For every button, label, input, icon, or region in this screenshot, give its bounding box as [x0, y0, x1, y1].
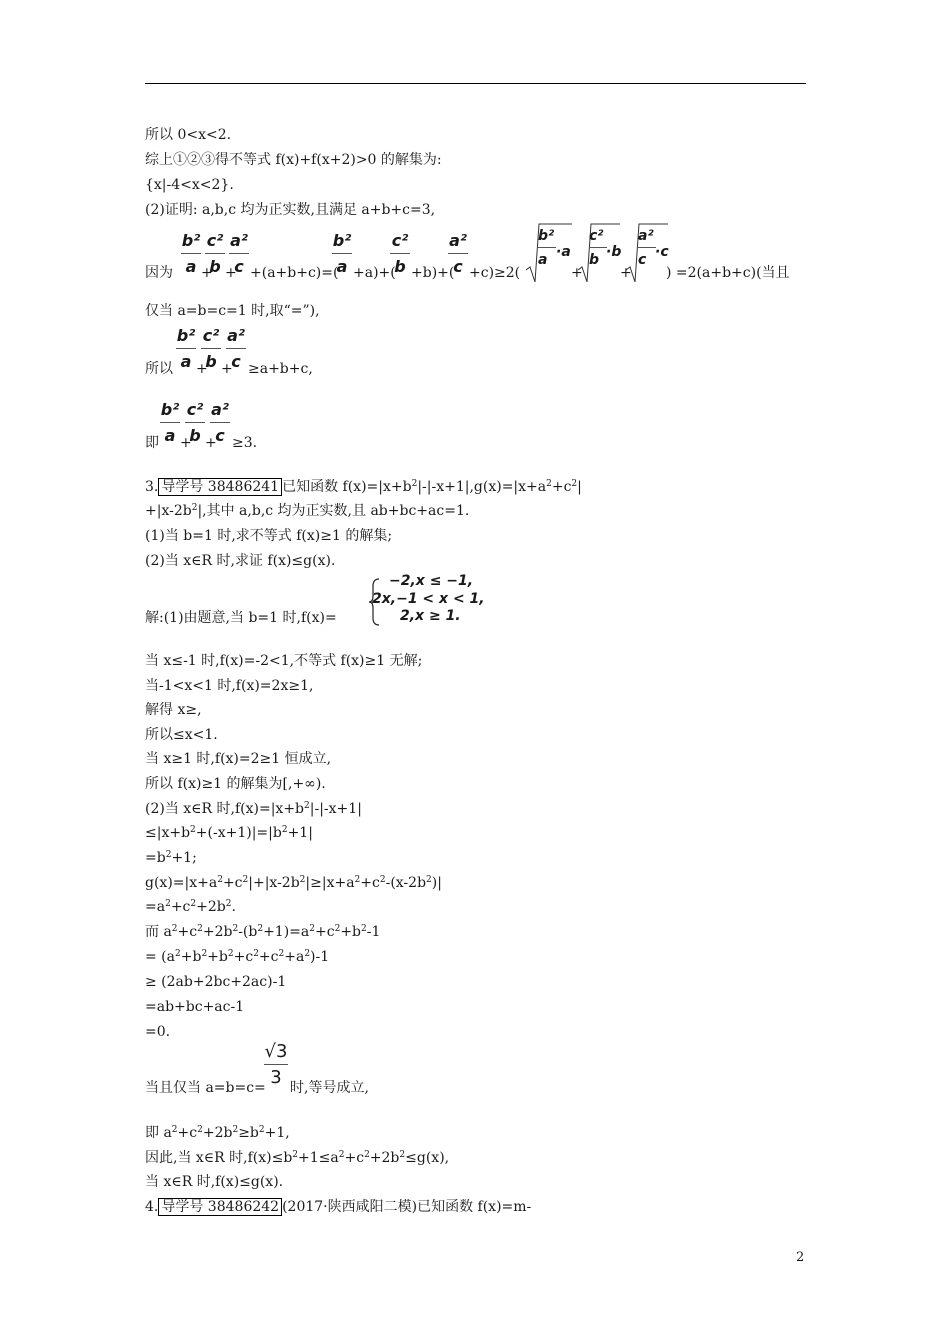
piecewise-case-1: −2,x ≤ −1, [389, 573, 474, 589]
text-line: 当 x≤-1 时,f(x)=-2<1,不等式 f(x)≥1 无解; [145, 653, 423, 669]
text-line: 而 $a^2+c^2+2b^2-(b^2+1)=a^2+c^2+b^2-1$ [145, 924, 381, 940]
fraction-a2-over-c: a² c [449, 231, 467, 276]
text-line: (2)当 x∈R 时,求证 f(x)≤g(x). [145, 553, 336, 569]
fraction-c2-over-b: c² b [391, 231, 409, 276]
text-line: $=b^2+1$; [145, 850, 197, 866]
text-line: =0. [145, 1024, 171, 1040]
sqrt-content: c² b [589, 226, 607, 270]
fraction-c2-over-b: c² b [202, 326, 220, 371]
text-yinwei: 因为 [145, 265, 173, 281]
text-line: (1)当 b=1 时,求不等式 f(x)≥1 的解集; [145, 528, 393, 544]
text-line: $\le|x+b^2+(-x+1)|=|b^2+1|$ [145, 825, 313, 841]
question-3-line-2: $+|x-2b^2|$,其中 a,b,c 均为正实数,且 ab+bc+ac=1. [145, 503, 470, 519]
page-number: 2 [796, 1250, 805, 1265]
text-line: 所以 f(x)≥1 的解集为[,+∞). [145, 776, 326, 792]
fraction-c2-over-b: c² b [186, 400, 204, 445]
text-line: 当 x≥1 时,f(x)=2≥1 恒成立, [145, 751, 332, 767]
text-line: =ab+bc+ac-1 [145, 999, 245, 1015]
text-line: 当且仅当 a=b=c= [145, 1080, 266, 1096]
fraction-c2-over-b: c² b [206, 231, 224, 276]
text-line: 所以 0<x<2. [145, 127, 232, 143]
text-line: $g(x)=|x+a^2+c^2|+|x-2b^2|\ge|x+a^2+c^2-(x-2b^2)|$ [145, 875, 442, 891]
text-line: (2)证明: a,b,c 均为正实数,且满足 a+b+c=3, [145, 202, 436, 218]
fraction-a2-over-c: a² c [227, 326, 245, 371]
fraction-a2-over-c: a² c [230, 231, 248, 276]
text-line: 因此,当 x∈R 时$,f(x)\le b^2+1\le a^2+c^2+2b^2\le g(x)$, [145, 1150, 450, 1166]
fraction-a2-over-c: a² c [211, 400, 229, 445]
fraction-b2-over-a: b² a [181, 231, 201, 276]
text-line: 综上①②③得不等式 f(x)+f(x+2)>0 的解集为: [145, 152, 442, 168]
fraction-b2-over-a: b² a [160, 400, 180, 445]
question-4-line-1: 4. 导学号 38486242 (2017·陕西咸阳二模)已知函数 f(x)=m- [145, 1199, 532, 1215]
text-line: 所以≤x<1. [145, 727, 218, 743]
guide-number-link[interactable]: 导学号 38486242 [158, 1198, 282, 1216]
sqrt-content: a² c [638, 226, 656, 270]
fraction-b2-over-a: b² a [332, 231, 352, 276]
guide-number-link[interactable]: 导学号 38486241 [158, 478, 282, 496]
fraction-sqrt3-over-3: √3 3 [264, 1041, 288, 1088]
question-3-line-1: 3. 导学号 38486241 已知函数 $f(x)=|x+b^2|-|-x+1|,g(x)=|x+a^2+c^2|$ [145, 479, 582, 495]
text-line: $=a^2+c^2+2b^2$. [145, 899, 236, 915]
piecewise-case-3: 2,x ≥ 1. [400, 608, 461, 624]
text-line: 当-1<x<1 时,f(x)=2x≥1, [145, 678, 314, 694]
fraction-b2-over-a: b² a [176, 326, 196, 371]
sqrt-content: b² a [538, 228, 555, 268]
text-line: ≥ (2ab+2bc+2ac)-1 [145, 974, 287, 990]
text-line: 仅当 a=b=c=1 时,取“=”), [145, 303, 320, 319]
text-line: 解得 x≥, [145, 702, 202, 718]
text-line: 当 x∈R 时,f(x)≤g(x). [145, 1174, 284, 1190]
text-line: 即 $a^2+c^2+2b^2\ge b^2+1$, [145, 1125, 290, 1141]
piecewise-case-2: 2x,−1 < x < 1, [372, 591, 485, 607]
text-line: = $(a^2+b^2+b^2+c^2+c^2+a^2)-1$ [145, 949, 330, 965]
text-line: {x|-4<x<2}. [145, 177, 234, 193]
header-rule [145, 83, 806, 84]
text-line: 解:(1)由题意,当 b=1 时,f(x)= [145, 610, 337, 626]
text-line: (2)当 x∈R 时$,f(x)=|x+b^2|-|-x+1|$ [145, 801, 362, 817]
